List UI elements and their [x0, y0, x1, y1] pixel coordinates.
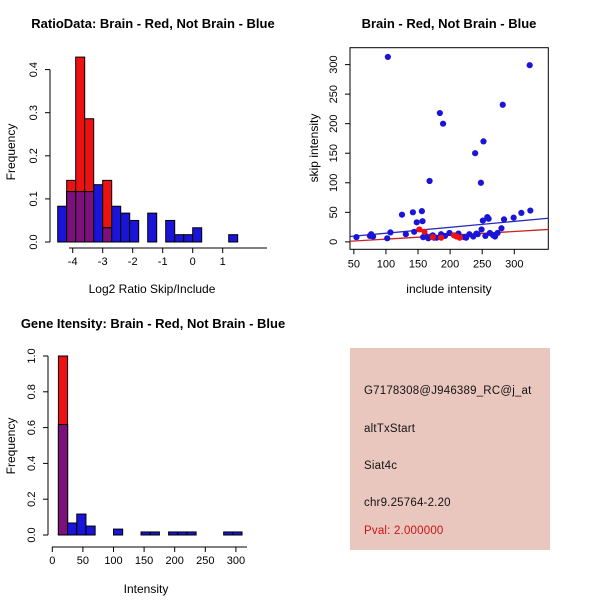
x-tick-label: 300 [505, 258, 524, 271]
scatter-point-blue [518, 210, 524, 216]
scatter-point-blue [527, 207, 533, 213]
scatter-point-red [457, 235, 463, 241]
hist-ratio-plot [28, 57, 267, 268]
x-tick-label: -3 [97, 256, 108, 268]
hist-gene-title: Gene Itensity: Brain - Red, Not Brain - Blue [20, 316, 286, 331]
y-tick-label: 0.0 [28, 234, 40, 250]
y-tick-label: 200 [328, 114, 340, 133]
hist-bar-blue [112, 206, 121, 242]
y-tick-label: 0.8 [26, 384, 38, 400]
y-tick-label: 50 [328, 206, 340, 219]
event-type-text: altTxStart [364, 423, 416, 435]
hist-gene-ylabel: Frequency [4, 417, 18, 475]
hist-bar-blue [233, 532, 242, 535]
hist-bar-blue [94, 185, 103, 242]
pval-text: Pval: 2.000000 [364, 525, 444, 537]
gene-name-text: Siat4c [364, 460, 398, 472]
y-tick-label: 0.2 [28, 148, 40, 164]
x-tick-label: 0 [189, 256, 196, 268]
hist-bar-blue [229, 235, 238, 242]
probe-id-text: G7178308@J946389_RC@j_at [364, 385, 532, 397]
y-tick-label: 100 [328, 173, 340, 192]
scatter-point-blue [500, 102, 506, 108]
x-tick-label: 150 [134, 555, 154, 567]
x-tick-label: 250 [473, 258, 492, 271]
scatter-ylabel: skip intensity [307, 113, 321, 183]
hist-bar-blue [166, 220, 175, 242]
hist-bar-blue [141, 532, 150, 535]
hist-bar-overlap [76, 192, 85, 242]
scatter-point-blue [387, 229, 393, 235]
hist-bar-blue [187, 532, 196, 535]
hist-bar-blue [114, 529, 123, 535]
scatter-point-blue [410, 209, 416, 215]
scatter-point-red [438, 235, 444, 241]
scatter-point-red [430, 234, 436, 240]
x-tick-label: 1 [219, 256, 226, 268]
y-tick-label: 250 [328, 84, 340, 104]
gene-info-panel [350, 348, 550, 550]
y-tick-label: 300 [328, 55, 340, 74]
y-tick-label: 1.0 [26, 348, 38, 364]
x-tick-label: 0 [49, 555, 56, 567]
hist-bar-blue [130, 220, 139, 242]
scatter-point-blue [437, 110, 443, 116]
scatter-point-blue [385, 54, 391, 60]
hist-bar-blue [121, 213, 130, 242]
hist-bar-blue [193, 228, 202, 242]
hist-bar-overlap [103, 228, 112, 242]
scatter-point-blue [501, 216, 507, 222]
scatter-xlabel: include intensity [406, 282, 492, 296]
scatter-point-blue [419, 208, 425, 214]
scatter-point-blue [384, 235, 390, 241]
y-tick-label: 0.6 [26, 419, 38, 436]
scatter-point-blue [486, 216, 492, 222]
hist-bar-blue [86, 526, 95, 535]
x-tick-label: 250 [196, 555, 215, 567]
hist-ratio-xlabel: Log2 Ratio Skip/Include [88, 282, 216, 296]
scatter-point-blue [478, 180, 484, 186]
hist-bar-blue [77, 514, 86, 535]
x-tick-label: 200 [165, 555, 184, 567]
scatter-point-blue [426, 178, 432, 184]
hist-bar-overlap [58, 425, 67, 535]
x-tick-label: 100 [376, 258, 396, 271]
hist-bar-blue [169, 532, 178, 535]
y-tick-label: 0.1 [28, 191, 40, 207]
x-tick-label: 50 [76, 555, 90, 567]
scatter-point-blue [399, 212, 405, 218]
y-tick-label: 0.4 [26, 455, 38, 472]
hist-bar-blue [150, 532, 159, 535]
scatter-point-blue [419, 218, 425, 224]
scatter-plot [328, 48, 548, 271]
x-tick-label: -2 [127, 256, 138, 268]
scatter-point-blue [478, 226, 484, 232]
hist-bar-blue [175, 235, 184, 242]
scatter-point-red [421, 229, 427, 235]
x-tick-label: 100 [104, 555, 123, 567]
hist-bar-blue [184, 235, 193, 242]
scatter-point-blue [403, 231, 409, 237]
scatter-point-blue [498, 225, 504, 231]
y-tick-label: 0.4 [28, 61, 40, 78]
scatter-point-blue [353, 234, 359, 240]
y-tick-label: 0.0 [26, 527, 38, 543]
y-tick-label: 0 [328, 238, 340, 245]
scatter-point-blue [414, 219, 420, 225]
hist-bar-overlap [85, 192, 94, 242]
y-tick-label: 0.2 [26, 491, 38, 507]
hist-gene-plot [26, 348, 247, 567]
x-tick-label: 50 [347, 258, 360, 271]
hist-bar-blue [224, 532, 233, 535]
hist-ratio-ylabel: Frequency [4, 123, 18, 181]
scatter-point-blue [527, 62, 533, 68]
x-tick-label: 200 [440, 258, 460, 271]
hist-bar-blue [58, 206, 67, 242]
hist-bar-blue [68, 523, 77, 535]
locus-text: chr9.25764-2.20 [364, 497, 451, 509]
plot-box [350, 48, 548, 250]
x-tick-label: -4 [67, 256, 78, 268]
x-tick-label: 150 [408, 258, 428, 271]
scatter-point-blue [370, 233, 376, 239]
y-tick-label: 0.3 [28, 105, 40, 121]
scatter-point-blue [440, 121, 446, 127]
x-tick-label: -1 [157, 256, 168, 268]
hist-gene-xlabel: Intensity [123, 582, 169, 596]
scatter-point-blue [511, 215, 517, 221]
hist-ratio-title: RatioData: Brain - Red, Not Brain - Blue [31, 16, 275, 31]
scatter-point-blue [472, 150, 478, 156]
scatter-point-blue [480, 138, 486, 144]
x-tick-label: 300 [226, 555, 246, 567]
y-tick-label: 150 [328, 144, 340, 163]
hist-bar-blue [178, 532, 187, 535]
hist-bar-blue [148, 213, 157, 242]
hist-bar-overlap [67, 192, 76, 242]
scatter-title: Brain - Red, Not Brain - Blue [361, 16, 537, 31]
